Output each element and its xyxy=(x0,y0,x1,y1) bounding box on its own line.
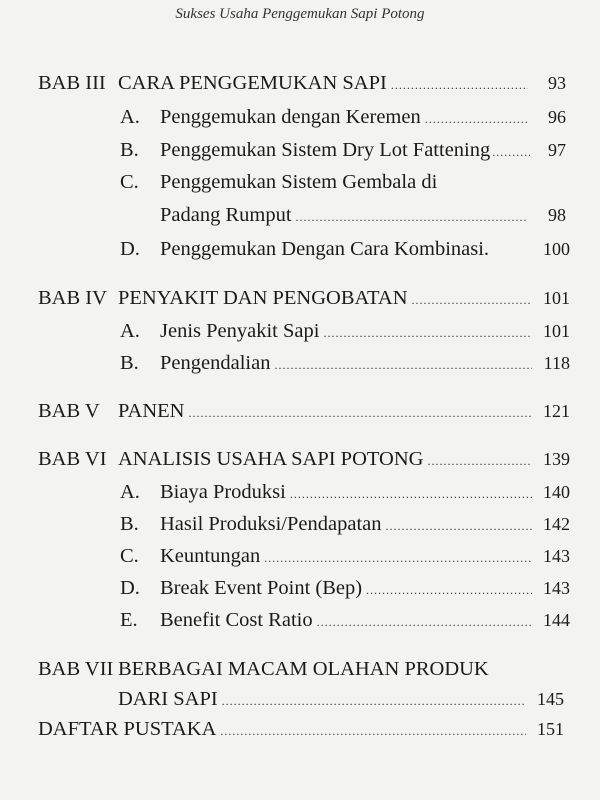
toc-letter: B. xyxy=(120,513,139,535)
toc-label-bab-3: BAB III xyxy=(38,72,106,94)
toc-label-bab-6: BAB VI xyxy=(38,448,107,470)
toc-letter: B. xyxy=(120,139,139,161)
toc-letter: A. xyxy=(120,481,140,503)
leader-dots xyxy=(412,287,532,313)
toc-entry-bab-4[interactable] xyxy=(118,285,570,313)
toc-label-bab-7: BAB VII xyxy=(38,658,114,680)
toc-entry-title: Jenis Penyakit Sapi xyxy=(160,320,320,342)
leader-dots xyxy=(222,688,526,714)
toc-entry-page: 101 xyxy=(543,321,570,341)
leader-dots xyxy=(391,72,528,98)
toc-entry-bab-6-b[interactable] xyxy=(160,511,570,539)
toc-entry-bab-6-c[interactable] xyxy=(160,543,570,571)
toc-entry-page: 97 xyxy=(548,140,566,160)
toc-entry-title: ANALISIS USAHA SAPI POTONG xyxy=(118,448,424,470)
toc-entry-page: 100 xyxy=(543,239,570,259)
toc-entry-title: Penggemukan dengan Keremen xyxy=(160,106,421,128)
toc-entry-page: 151 xyxy=(537,719,564,739)
toc-entry-title: Keuntungan xyxy=(160,545,261,567)
toc-entry-title: Penggemukan Sistem Dry Lot Fattening xyxy=(160,139,491,161)
toc-entry-bab-6[interactable] xyxy=(118,446,570,474)
toc-entry-page: 121 xyxy=(543,401,570,421)
leader-dots xyxy=(492,139,530,165)
toc-letter: B. xyxy=(120,352,139,374)
toc-entry-daftar-pustaka[interactable] xyxy=(38,716,564,744)
toc-entry-bab-3-c[interactable] xyxy=(160,202,566,230)
toc-entry-page: 93 xyxy=(548,73,566,93)
toc-entry-title-line-1: Penggemukan Sistem Gembala di xyxy=(160,171,438,193)
toc-entry-title: CARA PENGGEMUKAN SAPI xyxy=(118,72,387,94)
toc-entry-bab-4-a[interactable] xyxy=(160,318,570,346)
toc-entry-page: 143 xyxy=(543,578,570,598)
toc-entry-title: DAFTAR PUSTAKA xyxy=(38,718,217,740)
toc-entry-page: 118 xyxy=(543,353,570,373)
toc-letter: C. xyxy=(120,171,139,193)
leader-dots xyxy=(366,577,532,603)
toc-entry-page: 145 xyxy=(537,689,564,709)
toc-entry-page: 142 xyxy=(543,514,570,534)
toc-entry-title: PENYAKIT DAN PENGOBATAN xyxy=(118,287,408,309)
toc-entry-page: 139 xyxy=(543,449,570,469)
leader-dots xyxy=(427,448,532,474)
toc-entry-page: 98 xyxy=(548,205,566,225)
toc-label-bab-4: BAB IV xyxy=(38,287,107,309)
toc-entry-bab-7[interactable] xyxy=(118,686,564,714)
toc-entry-title: Biaya Produksi xyxy=(160,481,286,503)
toc-entry-page: 101 xyxy=(543,288,570,308)
leader-dots xyxy=(220,718,526,744)
toc-entry-bab-6-d[interactable] xyxy=(160,575,570,603)
leader-dots xyxy=(425,106,528,132)
toc-entry-page: 144 xyxy=(543,610,570,630)
toc-entry-bab-3[interactable] xyxy=(118,70,566,98)
toc-entry-title-line-2: Padang Rumput xyxy=(160,204,292,226)
toc-entry-title: Hasil Produksi/Pendapatan xyxy=(160,513,382,535)
toc-entry-page: 140 xyxy=(543,482,570,502)
toc-letter: A. xyxy=(120,320,140,342)
toc-entry-bab-3-a[interactable] xyxy=(160,104,566,132)
running-header: Sukses Usaha Penggemukan Sapi Potong xyxy=(175,6,425,22)
toc-entry-page: 96 xyxy=(548,107,566,127)
leader-dots xyxy=(188,400,532,426)
toc-label-bab-5: BAB V xyxy=(38,400,100,422)
toc-entry-bab-6-e[interactable] xyxy=(160,607,570,635)
toc-entry-title: Penggemukan Dengan Cara Kombinasi. xyxy=(160,238,490,260)
toc-letter: C. xyxy=(120,545,139,567)
toc-letter: E. xyxy=(120,609,138,631)
toc-entry-title-line-1: BERBAGAI MACAM OLAHAN PRODUK xyxy=(118,658,489,680)
leader-dots xyxy=(386,513,533,539)
toc-entry-bab-3-d[interactable] xyxy=(160,236,570,264)
leader-dots xyxy=(290,481,532,507)
leader-dots xyxy=(323,320,532,346)
toc-entry-bab-4-b[interactable] xyxy=(160,350,570,378)
toc-entry-bab-5[interactable] xyxy=(118,398,570,426)
toc-entry-title: Break Event Point (Bep) xyxy=(160,577,363,599)
toc-entry-page: 143 xyxy=(543,546,570,566)
leader-dots xyxy=(296,204,528,230)
toc-letter: D. xyxy=(120,577,140,599)
leader-dots xyxy=(317,609,532,635)
toc-entry-bab-3-b[interactable] xyxy=(160,137,566,165)
toc-entry-title: Benefit Cost Ratio xyxy=(160,609,313,631)
toc-letter: D. xyxy=(120,238,140,260)
toc-entry-title: Pengendalian xyxy=(160,352,271,374)
toc-letter: A. xyxy=(120,106,140,128)
toc-entry-title-line-2: DARI SAPI xyxy=(118,688,218,710)
toc-entry-title: PANEN xyxy=(118,400,185,422)
toc-entry-bab-6-a[interactable] xyxy=(160,479,570,507)
leader-dots xyxy=(264,545,532,571)
leader-dots xyxy=(274,352,532,378)
